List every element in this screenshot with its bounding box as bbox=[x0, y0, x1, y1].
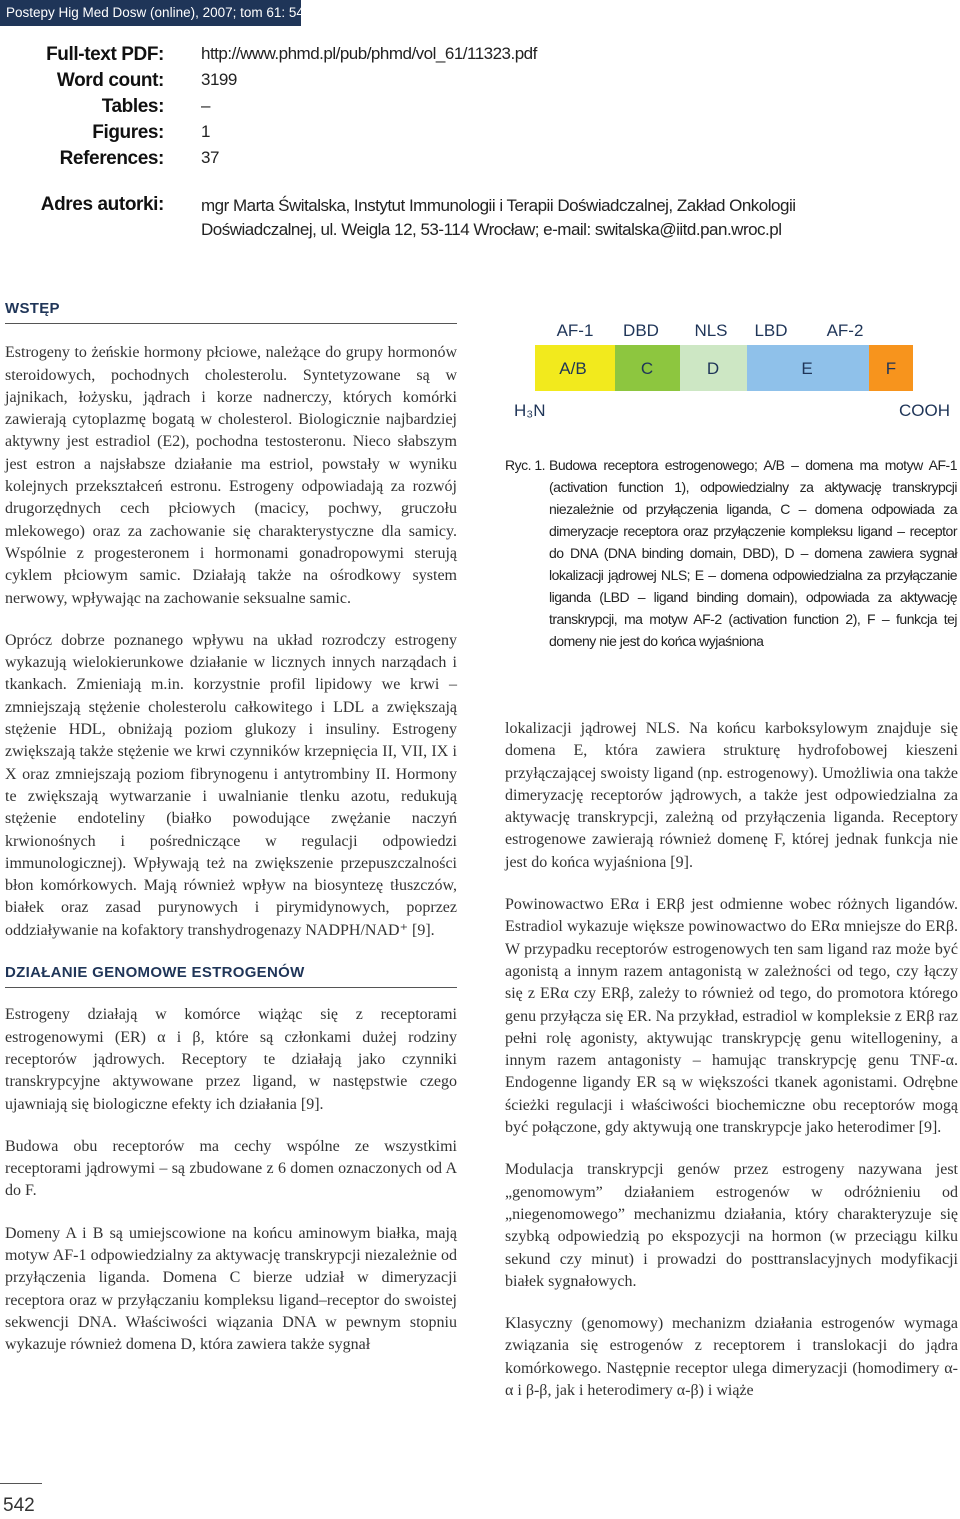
meta-row-figures bbox=[0, 122, 960, 148]
domain-e-label: E bbox=[801, 359, 813, 378]
label-af2: AF-2 bbox=[826, 321, 864, 340]
c-terminus-label: COOH bbox=[899, 401, 950, 420]
meta-value: 1 bbox=[201, 122, 210, 141]
receptor-domain-figure bbox=[505, 312, 960, 432]
figure-caption bbox=[505, 454, 957, 652]
section-title-intro: WSTĘP bbox=[5, 298, 457, 324]
section-title-genomic: DZIAŁANIE GENOMOWE ESTROGENÓW bbox=[5, 962, 457, 988]
meta-value: – bbox=[201, 96, 210, 115]
receptor-domain-diagram bbox=[505, 312, 960, 432]
meta-value: 3199 bbox=[201, 70, 237, 89]
domain-d-label: D bbox=[706, 359, 720, 378]
meta-label: Figures: bbox=[92, 122, 164, 143]
label-dbd: DBD bbox=[623, 321, 659, 340]
paragraph: Oprócz dobrze poznanego wpływu na układ rozrodczy estrogeny wykazują wielokierunkowe działanie w licznych innych narządach i tkankach. Zmieniają m.in. korzystnie profil lipidowy we krwi – zmniejszają stężenie cholesterolu całkowitego i LDL a zwiększają stężenie HDL, obniżają poziom glukozy i insuliny. Estrogeny zwiększają także stężenie we krwi czynników krzepnięcia II, VII, IX i X oraz zmniejszają poziom fibrynogenu i antytrombiny II. Hormony te zwiększają wytwarzanie i uwalnianie tlenku azotu, redukują stężenie endoteliny (białko powodujące zwężanie naczyń krwionośnych i pośredniczące w regulacji odpowiedzi immunologicznej). Wpływają też na zwiększenie przepuszczalności błon komórkowych. Mają również wpływ na biosyntezę tłuszczów, białek oraz zasad purynowych i pirymidynowych, poprzez oddziaływanie na kofaktory transhydrogenazy NADPH/NAD⁺ [9]. bbox=[5, 631, 457, 939]
right-column bbox=[505, 718, 958, 1402]
paragraph: Powinowactwo ERα i ERβ jest odmienne wobec różnych ligandów. Estradiol wykazuje większe powinowactwo do ERα mniejsze do ERβ. W przypadku receptorów estrogenowych ten sam ligand raz może być agonistą a innym razem antagonistą w zależności od tego, czy łączy się z ERα czy ERβ, zależy to również od tego, do promotora którego genu przyłącza się ER. Na przykład, estradiol w kompleksie z ERβ raz pełni rolę agonisty, aktywując transkrypcję genu witellogeniny, a innym razem antagonisty – hamując transkrypcję genu TNF-α. Endogenne ligandy ER są w większości tkanek agonistami. Odrębne ścieżki regulacji i właściwości biochemiczne obu receptorów mogą być połączone, gdy aktywują one transkrypcje jako heterodimer [9]. bbox=[505, 896, 958, 1137]
journal-header: Postepy Hig Med Dosw (online), 2007; tom 61: 541-547 bbox=[0, 0, 301, 26]
author-address: mgr Marta Świtalska, Instytut Immunologii i Terapii Doświadczalnej, Zakład Onkologii Doświadczalnej, ul. Weigla 12, 53-114 Wrocław; e-mail: switalska@iitd.pan.wroc.pl bbox=[201, 196, 796, 239]
meta-label: Adres autorki: bbox=[40, 194, 164, 215]
paragraph: Budowa obu receptorów ma cechy wspólne ze wszystkimi receptorami jądrowymi – są zbudowane z 6 domen oznaczonych od A do F. bbox=[5, 1137, 457, 1200]
page-number: 542 bbox=[3, 1495, 35, 1516]
domain-c-label: C bbox=[640, 359, 654, 378]
caption-number: Ryc. 1. bbox=[505, 457, 546, 473]
page-number-rule bbox=[0, 1483, 42, 1484]
paragraph: Estrogeny to żeńskie hormony płciowe, należące do grupy hormonów steroidowych, pochodnych cholesterolu. Syntetyzowane są w jajnikach, łożysku, jądrach i korze nadnerczy, których komórki zawierają cytoplazmę bogatą w cholesterol. Biologicznie najbardziej aktywny jest estradiol (E2), pochodna testosteronu. Nieco słabszym jest estron a najsłabsze działanie ma estriol, powstały w wyniku kolejnych przekształceń estronu. Estrogeny odpowiadają za rozwój drugorzędnych cech płciowych (macicy, pochwy, gruczołu mlekowego) oraz za zachowanie się charakterystyczne dla samicy. Wspólnie z progesteronem i hormonami gonadropowymi sterują cyklem płciowym samic. Działają także na ośrodkowy system nerwowy, wpływając na zachowanie seksualne samic. bbox=[5, 344, 457, 607]
label-nls: NLS bbox=[694, 321, 728, 340]
paragraph: Modulacja transkrypcji genów przez estrogeny nazywana jest „genomowym” działaniem estrogenów w odróżnieniu od „niegenomowego” mechanizmu działania, który charakteryzuje się szybką odpowiedzią po ekspozycji na hormon (w przeciągu kilku sekund czy minut) i prowadzi do posttranslacyjnych modyfikacji białek sygnałowych. bbox=[505, 1161, 958, 1290]
paragraph: Estrogeny działają w komórce wiążąc się z receptorami estrogenowymi (ER) α i β, które są członkami dużej rodziny receptorów jądrowych. Receptory te działają jako czynniki transkrypcyjne aktywowane przez ligand, w następstwie czego ujawniają się biologiczne efekty ich działania [9]. bbox=[5, 1006, 457, 1113]
domain-ab-label: A/B bbox=[559, 359, 587, 378]
meta-label: References: bbox=[59, 148, 164, 169]
paragraph: Domeny A i B są umiejscowione na końcu aminowym białka, mają motyw AF-1 odpowiedzialny za aktywację transkrypcji niezależnie od przyłączenia liganda. Domena C bierze udział w dimeryzacji receptora oraz w przyłączaniu kompleksu ligand–receptor do swoistej sekwencji DNA. Właściwości wiązania DNA w pewnym stopniu wykazuje również domena D, która zawiera także sygnał bbox=[5, 1224, 457, 1354]
meta-label: Full-text PDF: bbox=[46, 44, 164, 65]
meta-label: Tables: bbox=[101, 96, 164, 117]
meta-row-wordcount bbox=[0, 70, 960, 96]
paragraph: lokalizacji jądrowej NLS. Na końcu karboksylowym znajduje się domena E, która zawiera strukturę hydrofobowej kieszeni przyłączającej swoisty ligand (np. estrogenowy). Umożliwia ona także dimeryzację receptorów jądrowych, a także jest odpowiedzialna za aktywację transkrypcji, zależną od przyłączenia liganda. Receptory estrogenowe zawierają również domenę F, której jednak funkcja nie jest do końca wyjaśniona [9]. bbox=[505, 720, 958, 871]
meta-row-references bbox=[0, 148, 960, 174]
meta-row-pdf bbox=[0, 44, 960, 70]
paragraph: Klasyczny (genomowy) mechanizm działania estrogenów wymaga związania się estrogenów z receptorem i translokacji do jądra komórkowego. Następnie receptor ulega dimeryzacji (homodimery α-α i β-β, jak i heterodimery α-β) i wiąże bbox=[505, 1315, 958, 1400]
label-lbd: LBD bbox=[754, 321, 788, 340]
meta-value: 37 bbox=[201, 148, 219, 167]
meta-row-address bbox=[0, 194, 960, 239]
label-af1: AF-1 bbox=[556, 321, 594, 340]
meta-label: Word count: bbox=[56, 70, 164, 91]
caption-text: Budowa receptora estrogenowego; A/B – domena ma motyw AF-1 (activation function 1), odpowiedzialny za aktywację transkrypcji niezależnie od przyłączenia liganda, C – domena odpowiada za dimeryzacje receptora oraz przyłączenie kompleksu ligand – receptor do DNA (DNA binding domain, DBD), D – domena zawiera sygnał lokalizacji jądrowej NLS; E – domena odpowiedzialna za przyłączanie liganda (LBD – ligand binding domain), odpowiada za aktywację transkrypcji, ma motyw AF-2 (activation function 2), F – funkcja tej domeny nie jest do końca wyjaśniona bbox=[549, 457, 957, 649]
pdf-link[interactable]: http://www.phmd.pl/pub/phmd/vol_61/11323.pdf bbox=[201, 44, 537, 63]
domain-f-label: F bbox=[885, 359, 897, 378]
left-column bbox=[5, 298, 457, 1356]
n-terminus-label: H₃N bbox=[514, 401, 546, 420]
meta-row-tables bbox=[0, 96, 960, 122]
